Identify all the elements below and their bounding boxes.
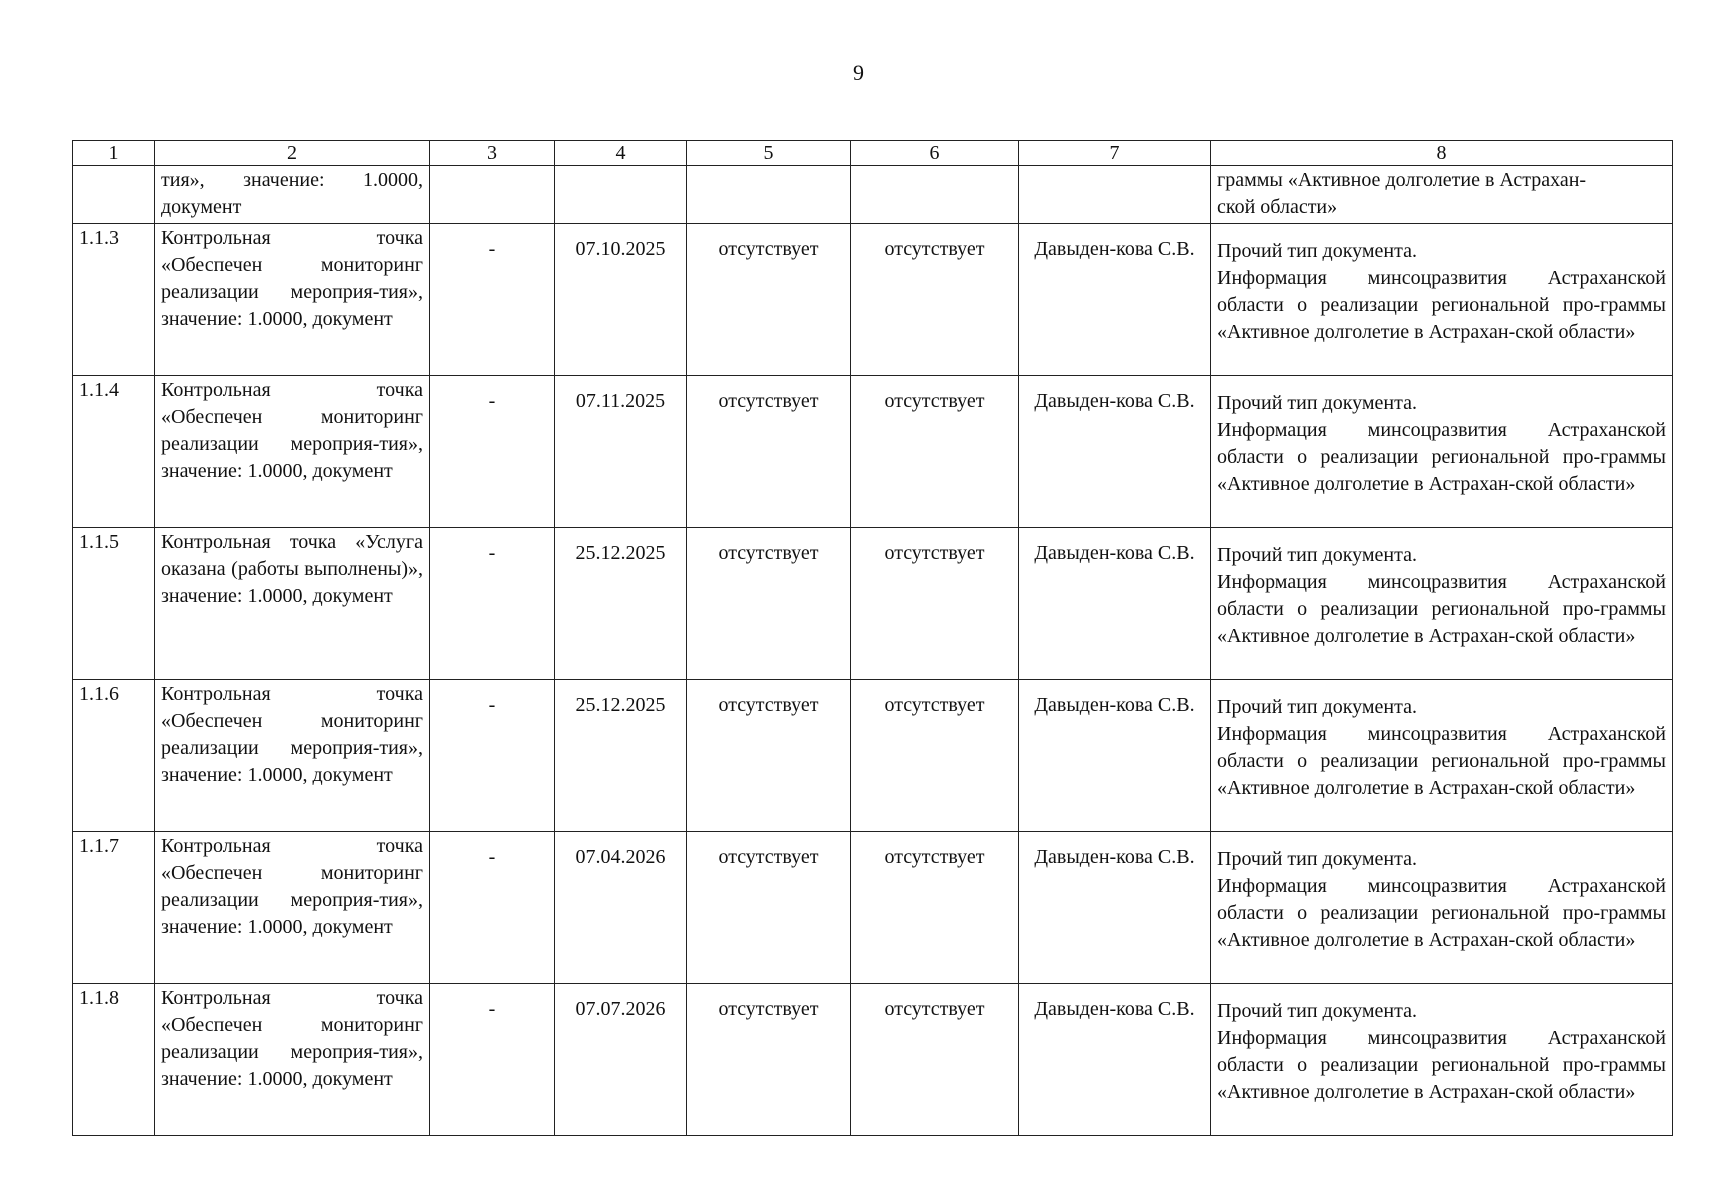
column-header: 3	[430, 141, 555, 166]
column-5-value: отсутствует	[687, 832, 851, 984]
control-points-table	[72, 140, 1673, 1136]
control-point-name: Контрольная точка «Обеспечен мониторинг реализации мероприя-тия», значение: 1.0000, документ	[155, 376, 430, 528]
row-number: 1.1.5	[73, 528, 155, 680]
table-row	[73, 680, 1673, 832]
column-6-value: отсутствует	[851, 832, 1019, 984]
due-date: 07.10.2025	[555, 224, 687, 376]
column-header: 6	[851, 141, 1019, 166]
responsible-person	[1019, 166, 1211, 224]
column-5-value: отсутствует	[687, 984, 851, 1136]
control-point-name: Контрольная точка «Обеспечен мониторинг реализации мероприя-тия», значение: 1.0000, документ	[155, 832, 430, 984]
column-6-value: отсутствует	[851, 680, 1019, 832]
column-3-value: -	[430, 376, 555, 528]
document-type: Прочий тип документа.	[1217, 392, 1417, 414]
table-row	[73, 528, 1673, 680]
responsible-person: Давыден-кова С.В.	[1019, 680, 1211, 832]
continuation-row	[73, 166, 1673, 224]
column-5-value: отсутствует	[687, 376, 851, 528]
row-number: 1.1.3	[73, 224, 155, 376]
control-point-name: тия», значение: 1.0000, документ	[155, 166, 430, 224]
column-3-value: -	[430, 224, 555, 376]
row-number	[73, 166, 155, 224]
responsible-person: Давыден-кова С.В.	[1019, 528, 1211, 680]
document-description	[1211, 680, 1673, 832]
column-3-value: -	[430, 832, 555, 984]
row-number: 1.1.6	[73, 680, 155, 832]
page-number: 9	[853, 60, 864, 85]
responsible-person: Давыден-кова С.В.	[1019, 224, 1211, 376]
document-description	[1211, 166, 1673, 224]
column-header: 1	[73, 141, 155, 166]
column-5-value: отсутствует	[687, 224, 851, 376]
column-6-value: отсутствует	[851, 224, 1019, 376]
due-date: 07.07.2026	[555, 984, 687, 1136]
column-header: 4	[555, 141, 687, 166]
document-description	[1211, 832, 1673, 984]
column-6-value: отсутствует	[851, 376, 1019, 528]
document-line: ской области»	[1217, 196, 1338, 218]
column-header: 8	[1211, 141, 1673, 166]
document-type: Прочий тип документа.	[1217, 1000, 1417, 1022]
column-header: 7	[1019, 141, 1211, 166]
document-info: Информация минсоцразвития Астраханской области о реализации региональной про-граммы «Активное долголетие в Астрахан-ской области»	[1217, 419, 1666, 495]
control-point-name: Контрольная точка «Услуга оказана (работы выполнены)», значение: 1.0000, документ	[155, 528, 430, 680]
document-info: Информация минсоцразвития Астраханской области о реализации региональной про-граммы «Активное долголетие в Астрахан-ской области»	[1217, 723, 1666, 799]
document-info: Информация минсоцразвития Астраханской области о реализации региональной про-граммы «Активное долголетие в Астрахан-ской области»	[1217, 875, 1666, 951]
responsible-person: Давыден-кова С.В.	[1019, 984, 1211, 1136]
document-description	[1211, 984, 1673, 1136]
due-date: 07.04.2026	[555, 832, 687, 984]
column-6-value: отсутствует	[851, 528, 1019, 680]
document-info: Информация минсоцразвития Астраханской области о реализации региональной про-граммы «Активное долголетие в Астрахан-ской области»	[1217, 571, 1666, 647]
table-row	[73, 832, 1673, 984]
table-row	[73, 224, 1673, 376]
document-line: граммы «Активное долголетие в Астрахан-	[1217, 169, 1587, 191]
control-point-name: Контрольная точка «Обеспечен мониторинг реализации мероприя-тия», значение: 1.0000, документ	[155, 984, 430, 1136]
document-type: Прочий тип документа.	[1217, 544, 1417, 566]
column-6-value	[851, 166, 1019, 224]
column-5-value: отсутствует	[687, 528, 851, 680]
due-date: 07.11.2025	[555, 376, 687, 528]
document-description	[1211, 528, 1673, 680]
column-3-value: -	[430, 680, 555, 832]
control-point-name: Контрольная точка «Обеспечен мониторинг реализации мероприя-тия», значение: 1.0000, документ	[155, 680, 430, 832]
due-date: 25.12.2025	[555, 528, 687, 680]
column-header: 2	[155, 141, 430, 166]
row-number: 1.1.8	[73, 984, 155, 1136]
table-row	[73, 984, 1673, 1136]
column-6-value: отсутствует	[851, 984, 1019, 1136]
column-3-value: -	[430, 528, 555, 680]
column-number-row	[73, 141, 1673, 166]
column-5-value: отсутствует	[687, 680, 851, 832]
control-point-name: Контрольная точка «Обеспечен мониторинг реализации мероприя-тия», значение: 1.0000, документ	[155, 224, 430, 376]
due-date	[555, 166, 687, 224]
document-type: Прочий тип документа.	[1217, 848, 1417, 870]
row-number: 1.1.7	[73, 832, 155, 984]
document-type: Прочий тип документа.	[1217, 240, 1417, 262]
column-3-value: -	[430, 984, 555, 1136]
document-type: Прочий тип документа.	[1217, 696, 1417, 718]
table-row	[73, 376, 1673, 528]
document-description	[1211, 376, 1673, 528]
row-number: 1.1.4	[73, 376, 155, 528]
document-description	[1211, 224, 1673, 376]
responsible-person: Давыден-кова С.В.	[1019, 376, 1211, 528]
due-date: 25.12.2025	[555, 680, 687, 832]
document-info: Информация минсоцразвития Астраханской области о реализации региональной про-граммы «Активное долголетие в Астрахан-ской области»	[1217, 1027, 1666, 1103]
document-info: Информация минсоцразвития Астраханской области о реализации региональной про-граммы «Активное долголетие в Астрахан-ской области»	[1217, 267, 1666, 343]
column-header: 5	[687, 141, 851, 166]
responsible-person: Давыден-кова С.В.	[1019, 832, 1211, 984]
column-5-value	[687, 166, 851, 224]
column-3-value	[430, 166, 555, 224]
